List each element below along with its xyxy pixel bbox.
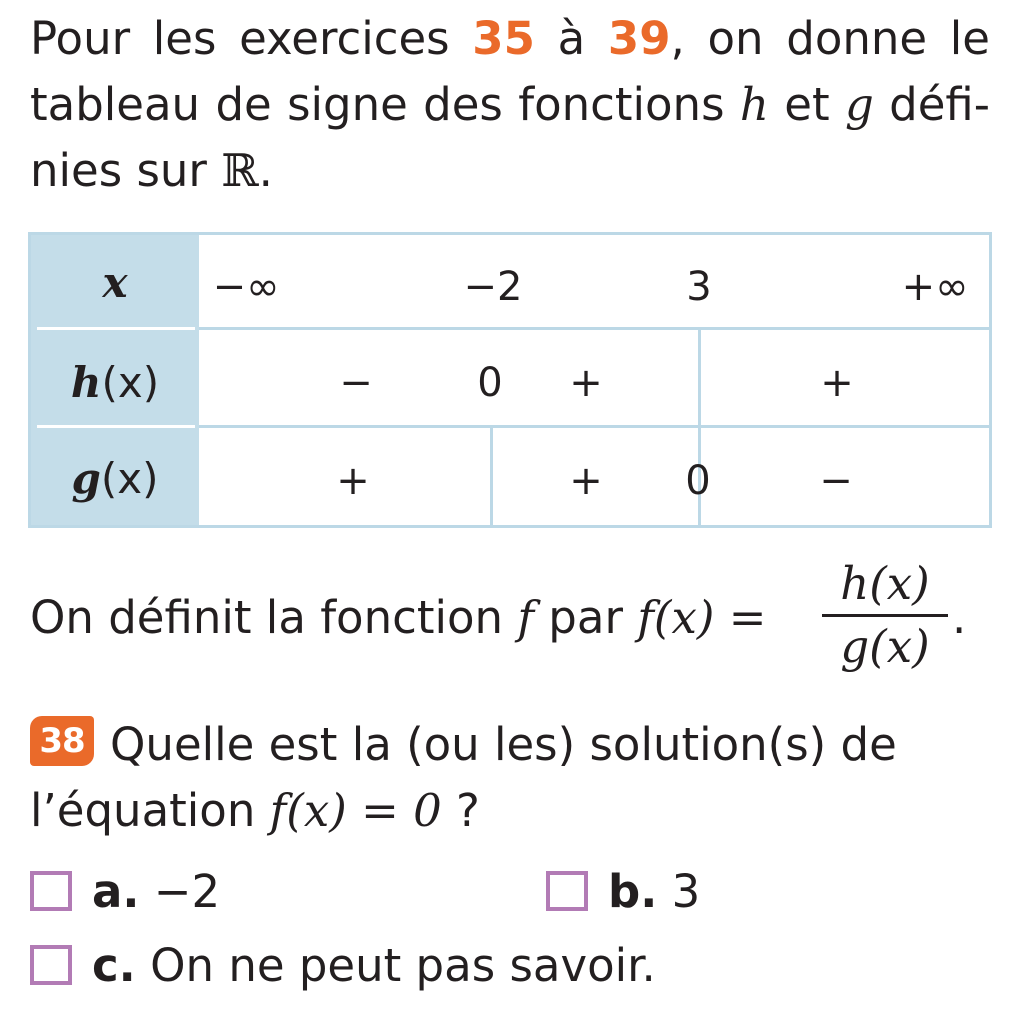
g-sign: +: [336, 458, 370, 504]
choice-letter: b.: [608, 865, 658, 918]
g-sign: 0: [685, 458, 711, 504]
intro-text: défi-nies sur: [30, 78, 991, 197]
equation: f(x) = 0: [269, 784, 442, 837]
intro-text: .: [258, 144, 273, 197]
header-separator: [37, 425, 195, 428]
row-label-g: g(x): [71, 454, 159, 503]
checkbox-c[interactable]: [30, 945, 72, 985]
question-text: [30, 712, 990, 844]
x-value: +∞: [901, 264, 969, 310]
h-sign: −: [339, 360, 373, 406]
sign-table: [28, 232, 992, 528]
choice-letter: a.: [92, 865, 140, 918]
exercise-start-number: 35: [472, 12, 535, 65]
intro-text: à: [534, 12, 608, 65]
header-separator: [37, 327, 195, 330]
row-label-x: x: [102, 258, 128, 307]
question-line-2: l’équation: [30, 784, 270, 837]
g-sign: +: [569, 458, 603, 504]
fraction-bar: [822, 614, 948, 617]
choice-a[interactable]: [30, 864, 220, 920]
x-value: 3: [686, 264, 712, 310]
choice-text: −2: [139, 865, 221, 918]
h-sign: 0: [477, 360, 503, 406]
choice-text: On ne peut pas savoir.: [135, 939, 656, 992]
intro-text: et: [768, 78, 845, 131]
row-separator: [199, 327, 989, 330]
reals-symbol: ℝ: [221, 144, 259, 197]
question-mark: ?: [441, 784, 480, 837]
definition-period: .: [952, 591, 967, 644]
function-definition: [30, 556, 990, 696]
row-label-h: h(x): [70, 358, 160, 407]
exercise-end-number: 39: [607, 12, 671, 65]
question-number-badge: 38: [30, 716, 94, 766]
h-sign: +: [820, 360, 854, 406]
fraction: [822, 556, 948, 675]
choice-text: 3: [657, 865, 701, 918]
x-value: −∞: [212, 264, 280, 310]
choice-c[interactable]: [30, 938, 656, 994]
choice-letter: c.: [92, 939, 136, 992]
row-separator: [199, 425, 989, 428]
intro-paragraph: [30, 6, 990, 204]
function-h: h: [739, 78, 769, 131]
h-sign: +: [569, 360, 603, 406]
function-g: g: [844, 78, 874, 131]
x-value: −2: [463, 264, 523, 310]
fraction-numerator: h(x): [840, 557, 930, 610]
intro-text: Pour les exercices: [30, 12, 473, 65]
definition-text: On définit la fonction f par f(x) =: [30, 591, 767, 644]
intro-text: , on donne le tableau de signe des fonctions: [30, 12, 990, 131]
question-line-1: Quelle est la (ou les) solution(s) de: [110, 718, 897, 771]
checkbox-b[interactable]: [546, 871, 588, 911]
g-sign: −: [819, 458, 853, 504]
fraction-denominator: g(x): [840, 620, 930, 673]
checkbox-a[interactable]: [30, 871, 72, 911]
column-separator: [490, 425, 493, 525]
choice-b[interactable]: [546, 864, 700, 920]
